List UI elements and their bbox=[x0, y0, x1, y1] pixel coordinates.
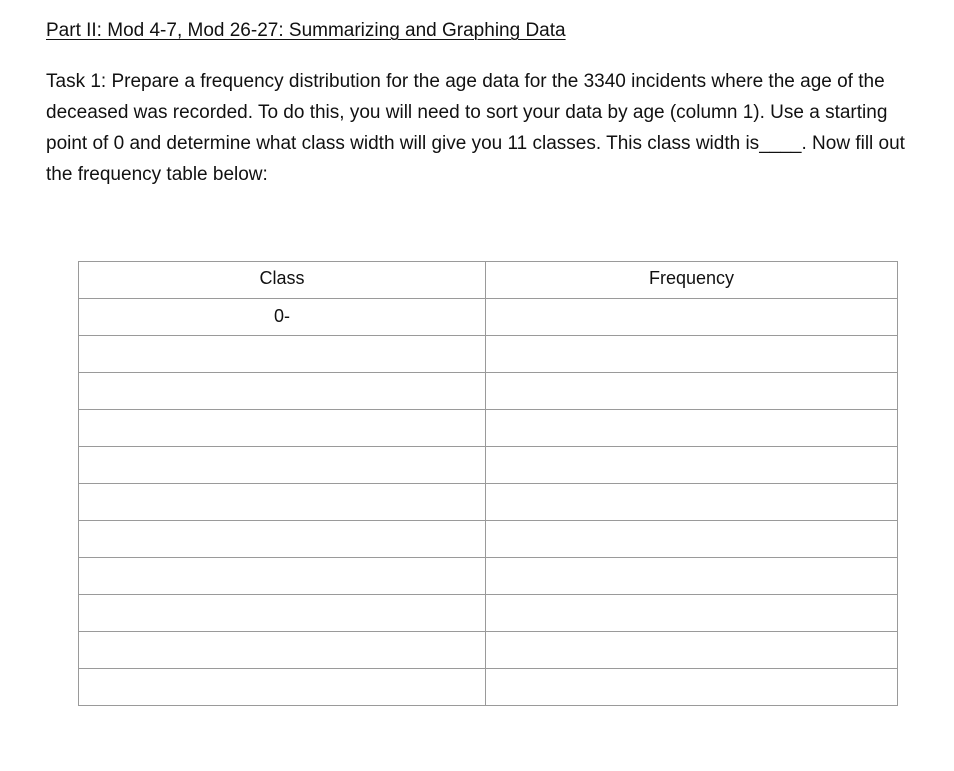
class-width-blank: ____ bbox=[759, 133, 802, 154]
class-cell bbox=[79, 373, 486, 410]
table-row bbox=[79, 595, 898, 632]
table-row bbox=[79, 373, 898, 410]
frequency-cell bbox=[486, 336, 898, 373]
frequency-cell bbox=[486, 410, 898, 447]
frequency-cell bbox=[486, 299, 898, 336]
class-cell bbox=[79, 558, 486, 595]
class-cell bbox=[79, 521, 486, 558]
frequency-table bbox=[78, 261, 898, 706]
frequency-cell bbox=[486, 632, 898, 669]
frequency-column-header: Frequency bbox=[486, 262, 898, 299]
table-row bbox=[79, 447, 898, 484]
class-cell bbox=[79, 595, 486, 632]
table-row bbox=[79, 484, 898, 521]
class-cell bbox=[79, 669, 486, 706]
table-row bbox=[79, 336, 898, 373]
class-cell bbox=[79, 632, 486, 669]
frequency-cell bbox=[486, 484, 898, 521]
frequency-cell bbox=[486, 669, 898, 706]
class-cell: 0- bbox=[79, 299, 486, 336]
table-row bbox=[79, 410, 898, 447]
task-instructions bbox=[46, 66, 916, 190]
table-row bbox=[79, 521, 898, 558]
class-cell bbox=[79, 410, 486, 447]
frequency-cell bbox=[486, 595, 898, 632]
table-row bbox=[79, 632, 898, 669]
frequency-cell bbox=[486, 558, 898, 595]
class-cell bbox=[79, 447, 486, 484]
frequency-cell bbox=[486, 521, 898, 558]
frequency-cell bbox=[486, 373, 898, 410]
task-text: Task 1: Prepare a frequency distribution for the age data for the 3340 incidents where the age of the deceased was recorded. To do this, you will need to sort your data by age (column 1). Use a starting point of 0 and determine what class width will give you 11 classes. This class width is bbox=[46, 71, 888, 154]
class-cell bbox=[79, 484, 486, 521]
table-row bbox=[79, 558, 898, 595]
table-row bbox=[79, 299, 898, 336]
task-text-end: . Now fill out the frequency table below: bbox=[46, 133, 905, 185]
section-heading: Part II: Mod 4-7, Mod 26-27: Summarizing and Graphing Data bbox=[46, 20, 566, 41]
table-header-row bbox=[79, 262, 898, 299]
frequency-cell bbox=[486, 447, 898, 484]
class-column-header: Class bbox=[79, 262, 486, 299]
class-cell bbox=[79, 336, 486, 373]
table-row bbox=[79, 669, 898, 706]
